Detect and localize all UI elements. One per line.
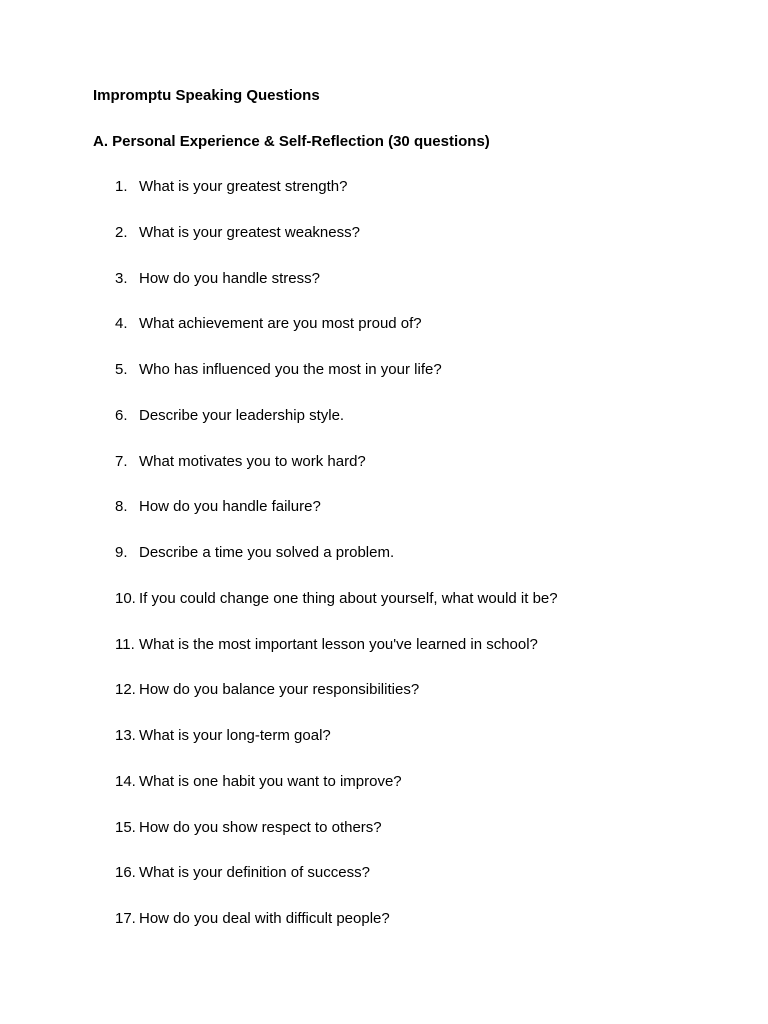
question-text: What is your long-term goal? (139, 727, 331, 744)
question-number: 9. (115, 544, 128, 561)
question-number: 10. (115, 589, 136, 607)
question-text: Describe your leadership style. (139, 406, 345, 424)
section-heading: A. Personal Experience & Self-Reflection (30 questions) (93, 133, 490, 150)
question-number: 12. (115, 681, 136, 699)
question-number: 17. (115, 910, 136, 927)
question-number: 8. (115, 498, 128, 516)
question-text: How do you handle failure? (139, 498, 321, 516)
question-text: If you could change one thing about yourself, what would it be? (139, 589, 558, 607)
question-number: 4. (115, 315, 128, 333)
question-number: 13. (115, 727, 136, 744)
question-number: 6. (115, 406, 128, 424)
document-title: Impromptu Speaking Questions (93, 87, 320, 104)
question-number: 14. (115, 772, 136, 790)
question-number: 15. (115, 818, 136, 836)
question-text: Describe a time you solved a problem. (139, 544, 395, 561)
question-text: How do you deal with difficult people? (139, 910, 390, 927)
question-text: What achievement are you most proud of? (139, 315, 422, 333)
question-number: 7. (115, 452, 128, 470)
question-text: What is the most important lesson you've learned in school? (139, 635, 538, 653)
question-text: How do you balance your responsibilities? (139, 681, 420, 699)
question-number: 5. (115, 361, 128, 378)
question-number: 11. (115, 635, 135, 653)
question-text: Who has influenced you the most in your life? (139, 361, 442, 378)
question-text: What is your greatest strength? (139, 178, 348, 195)
question-text: How do you handle stress? (139, 269, 320, 287)
question-text: What is your definition of success? (139, 864, 370, 882)
question-text: What is one habit you want to improve? (139, 772, 402, 790)
question-number: 1. (115, 178, 128, 195)
question-text: How do you show respect to others? (139, 818, 382, 836)
question-number: 2. (115, 223, 128, 241)
question-text: What motivates you to work hard? (139, 452, 366, 470)
question-text: What is your greatest weakness? (139, 223, 360, 241)
question-number: 16. (115, 864, 136, 882)
question-number: 3. (115, 269, 128, 287)
